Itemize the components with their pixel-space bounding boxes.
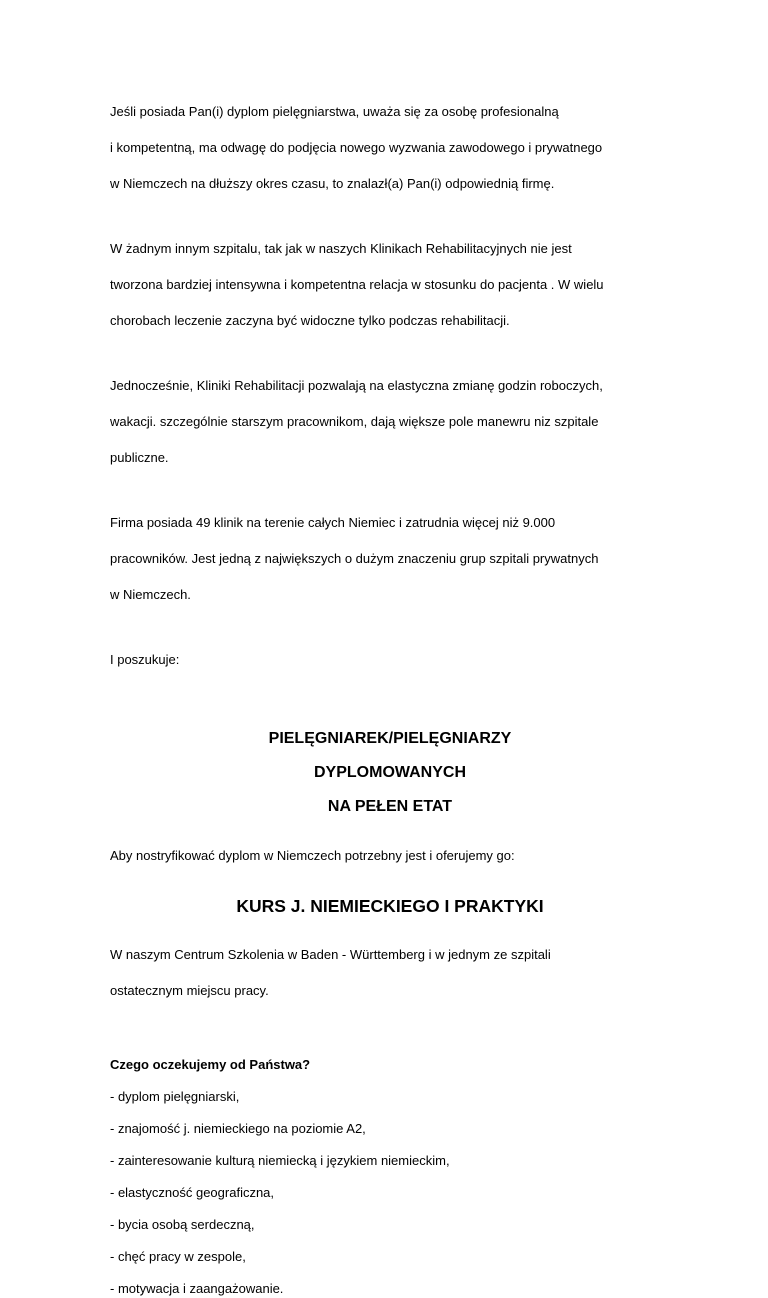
text-line: w Niemczech na dłuższy okres czasu, to znalazł(a) Pan(i) odpowiednią firmę. — [110, 176, 555, 191]
text-line: w Niemczech. — [110, 587, 191, 602]
list-item: - chęć pracy w zespole, — [110, 1249, 246, 1264]
intro-paragraph-5 — [110, 633, 670, 687]
list-item: - motywacja i zaangażowanie. — [110, 1281, 284, 1296]
requirements-title: Czego oczekujemy od Państwa? — [110, 1057, 311, 1072]
text-line: chorobach leczenie zaczyna być widoczne tylko podczas rehabilitacji. — [110, 313, 510, 328]
list-item: - dyplom pielęgniarski, — [110, 1089, 240, 1104]
intro-paragraph-3 — [110, 359, 670, 485]
intro-paragraph-4 — [110, 496, 670, 622]
list-item: - bycia osobą serdeczną, — [110, 1217, 255, 1232]
text-line: pracowników. Jest jedną z największych o dużym znaczeniu grup szpitali prywatnych — [110, 551, 599, 566]
course-title: KURS J. NIEMIECKIEGO I PRAKTYKI — [236, 896, 544, 916]
list-item: - elastyczność geograficzna, — [110, 1185, 275, 1200]
text-line: Jeśli posiada Pan(i) dyplom pielęgniarstwa, uważa się za osobę profesionalną — [110, 104, 559, 119]
text-line: W żadnym innym szpitalu, tak jak w naszych Klinikach Rehabilitacyjnych nie jest — [110, 241, 572, 256]
text-line: ostatecznym miejscu pracy. — [110, 983, 269, 998]
document-page — [110, 85, 670, 1298]
text-line: publiczne. — [110, 450, 169, 465]
position-title-line-2: DYPLOMOWANYCH — [314, 764, 466, 781]
intro-paragraph-1 — [110, 85, 670, 211]
position-title-line-1: PIELĘGNIAREK/PIELĘGNIARZY — [268, 730, 512, 747]
requirements-list — [110, 1088, 670, 1298]
text-line: W naszym Centrum Szkolenia w Baden - Württemberg i w jednym ze szpitali — [110, 947, 551, 962]
offer-location — [110, 928, 670, 1018]
list-item: - zainteresowanie kulturą niemiecką i językiem niemieckim, — [110, 1153, 450, 1168]
text-line: Aby nostryfikować dyplom w Niemczech potrzebny jest i oferujemy go: — [110, 848, 515, 863]
text-line: wakacji. szczególnie starszym pracownikom, dają większe pole manewru niz szpitale — [110, 414, 599, 429]
intro-paragraph-2 — [110, 222, 670, 348]
text-line: Firma posiada 49 klinik na terenie całych Niemiec i zatrudnia więcej niż 9.000 — [110, 515, 556, 530]
list-item: - znajomość j. niemieckiego na poziomie A2, — [110, 1121, 366, 1136]
position-title-line-3: NA PEŁEN ETAT — [327, 798, 453, 815]
text-line: i kompetentną, ma odwagę do podjęcia nowego wyzwania zawodowego i prywatnego — [110, 140, 603, 155]
text-line: I poszukuje: — [110, 652, 180, 667]
text-line: Jednocześnie, Kliniki Rehabilitacji pozwalają na elastyczna zmianę godzin roboczych, — [110, 378, 603, 393]
text-line: tworzona bardziej intensywna i kompetentna relacja w stosunku do pacjenta . W wielu — [110, 277, 604, 292]
offer-lead — [110, 829, 670, 883]
position-heading — [110, 729, 670, 817]
